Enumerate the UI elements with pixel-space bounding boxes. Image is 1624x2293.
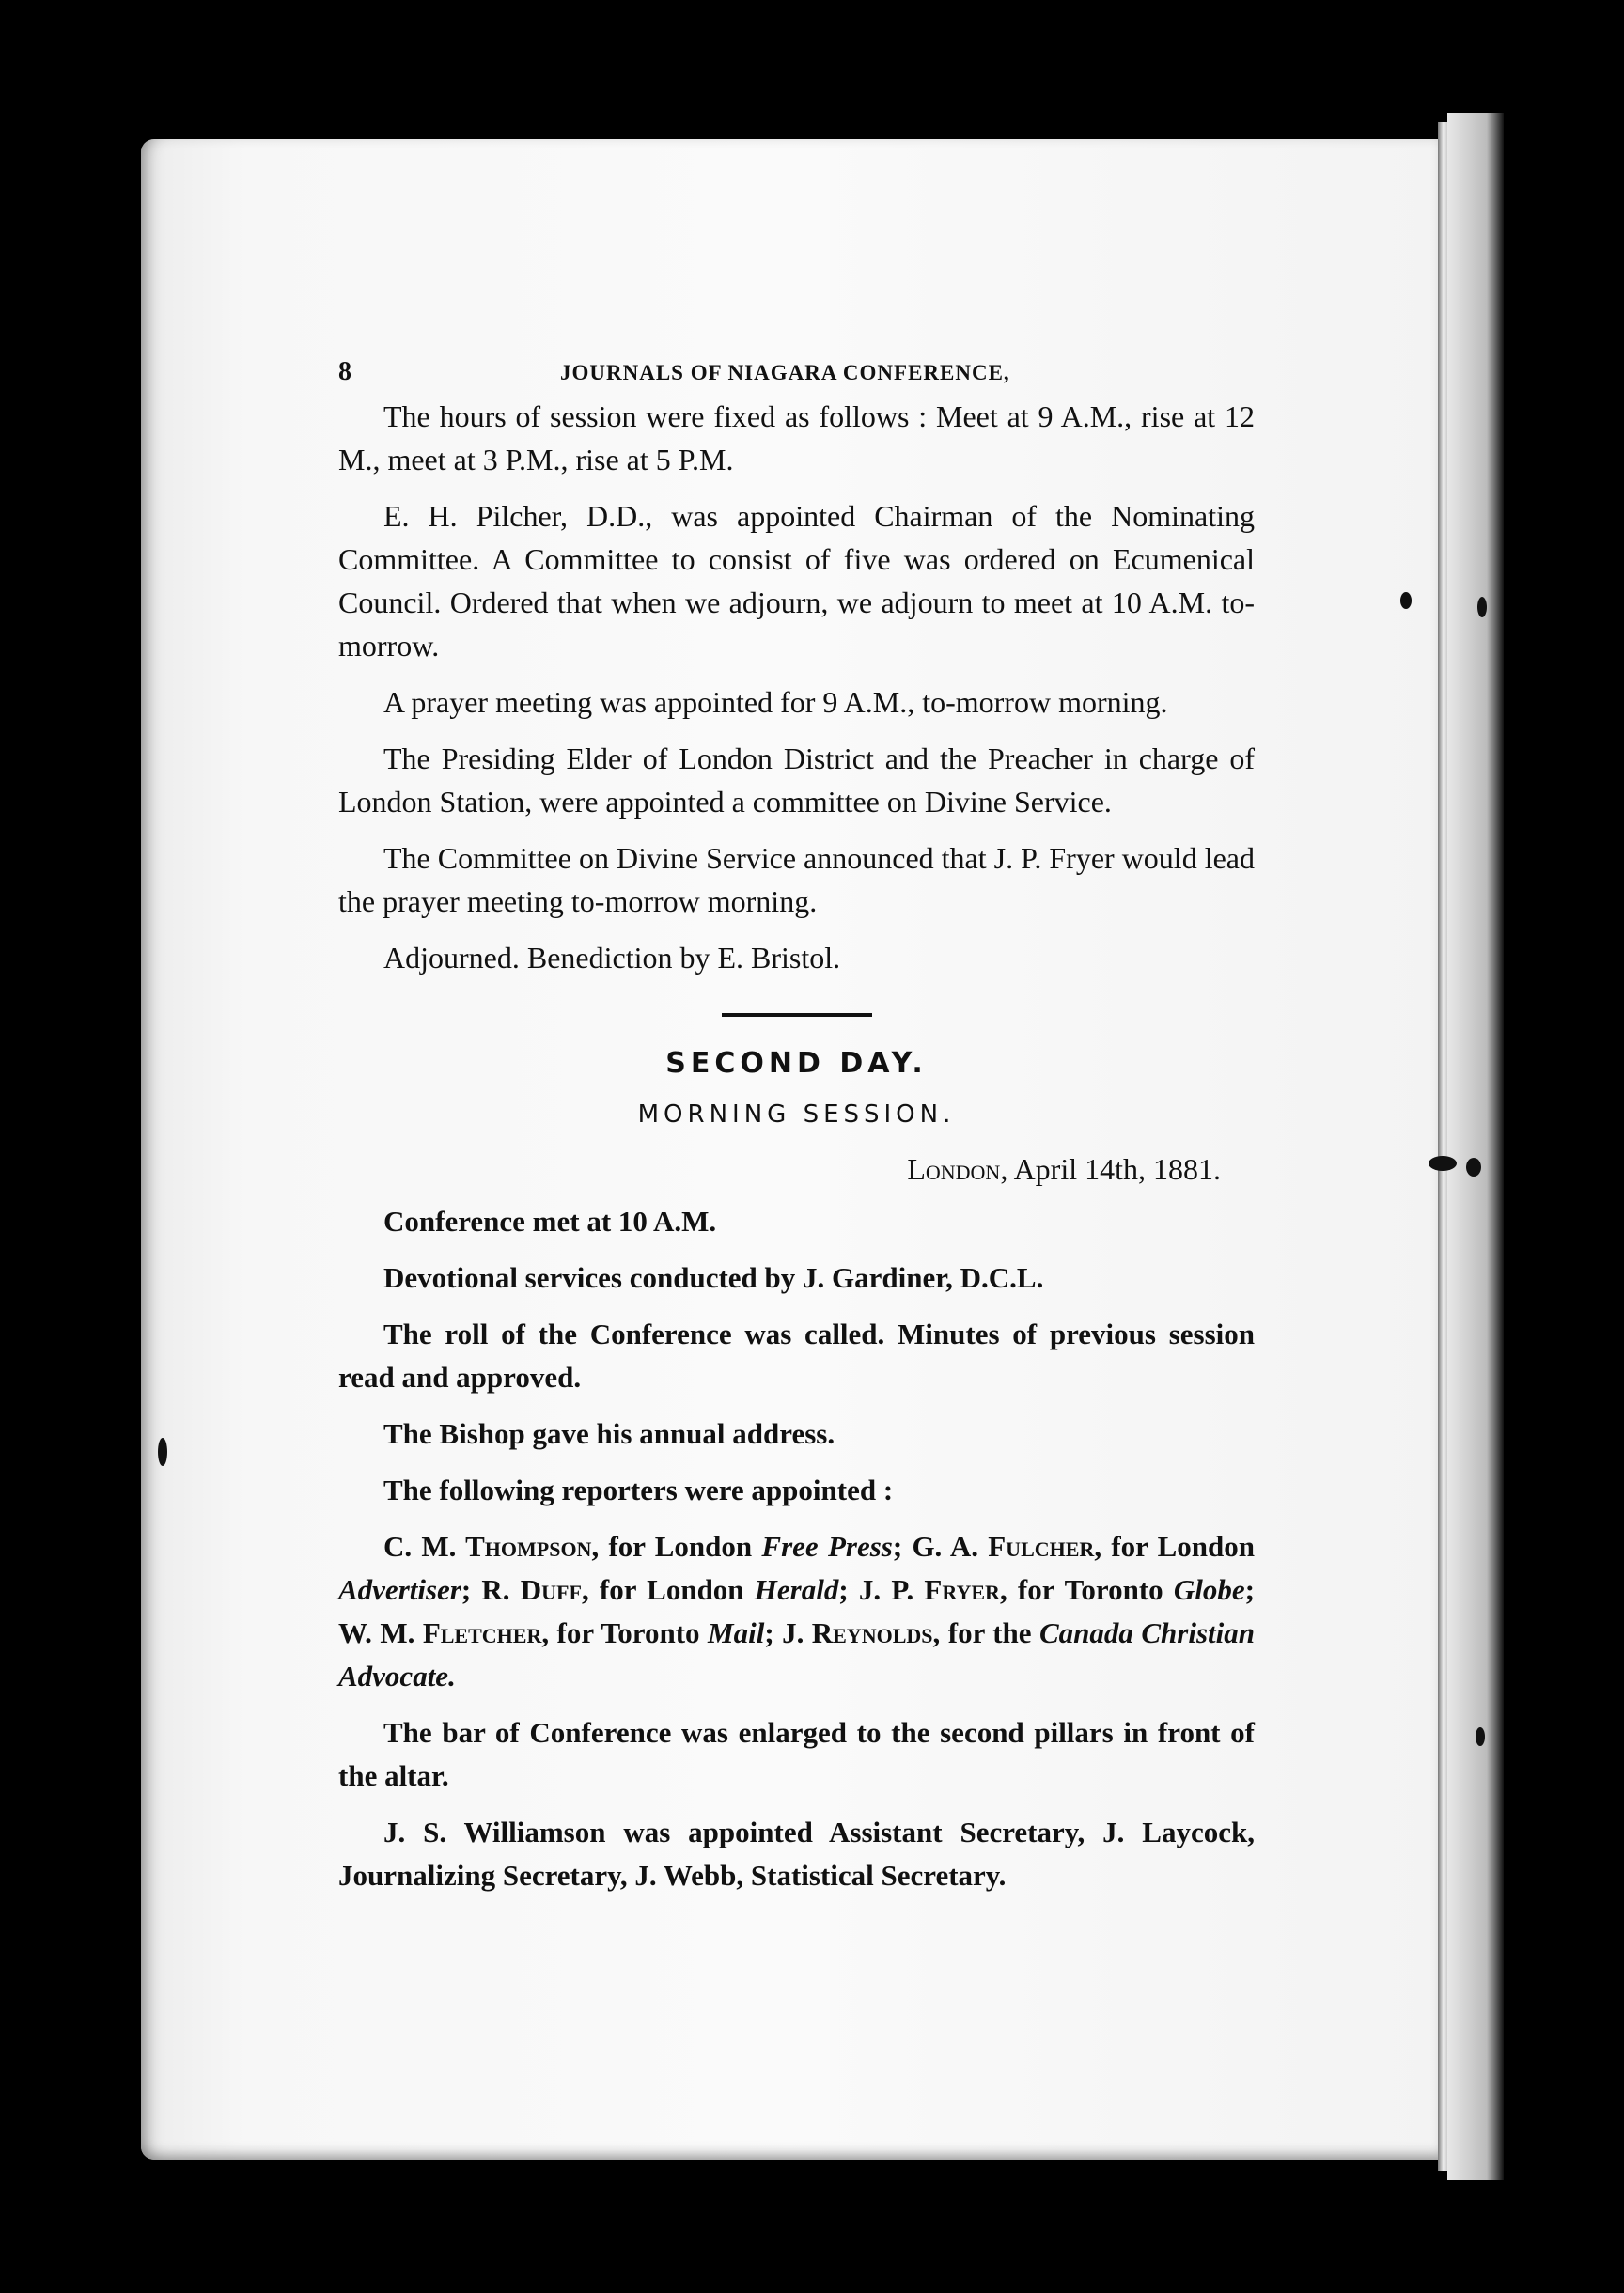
paragraph-reporters-intro: The following reporters were appointed :	[383, 1474, 894, 1506]
paragraph-roll-called: The roll of the Conference was called. Minutes of previous session read and approved.	[338, 1318, 1255, 1394]
paragraph-divine-service-committee: The Presiding Elder of London District and the Preacher in charge of London Station, were appointed a committee on Divine Service.	[338, 741, 1255, 819]
reporter-text: , for the	[932, 1616, 1039, 1649]
newspaper-name: Canada Christian Advocate.	[338, 1616, 1255, 1692]
paragraph-conference-met: Conference met at 10 A.M.	[383, 1205, 717, 1238]
page-edge	[1438, 122, 1447, 2171]
reporter-name: G. A. Fulcher	[912, 1530, 1095, 1563]
morning-session-body	[338, 1200, 1255, 1897]
ink-speck	[1477, 597, 1487, 617]
dateline-place: London,	[907, 1152, 1008, 1186]
paragraph-bishop-address: The Bishop gave his annual address.	[383, 1417, 835, 1450]
paragraph-adjourned: Adjourned. Benediction by E. Bristol.	[383, 941, 841, 975]
adjacent-page-strip	[1447, 113, 1504, 2180]
paragraph-bar-enlarged: The bar of Conference was enlarged to the second pillars in front of the altar.	[338, 1716, 1255, 1792]
ink-speck	[158, 1438, 167, 1466]
ink-speck	[1466, 1158, 1481, 1177]
reporter-text: , for London	[1094, 1530, 1256, 1563]
ink-speck	[1476, 1727, 1485, 1746]
session-heading: MORNING SESSION.	[637, 1100, 956, 1129]
section-divider	[722, 1013, 872, 1017]
paragraph-nominating-committee: E. H. Pilcher, D.D., was appointed Chairman of the Nominating Committee. A Committee to consist of five was ordered on Ecumenical Council. Ordered that when we adjourn, we adjourn to meet at 10 A.M. to-morrow.	[338, 499, 1255, 663]
reporter-name: C. M. Thompson	[383, 1530, 592, 1563]
reporter-name: J. P. Fryer	[858, 1573, 1000, 1606]
newspaper-name: Free Press	[761, 1530, 893, 1563]
reporter-name: J. Reynolds	[782, 1616, 933, 1649]
paragraph-session-hours: The hours of session were fixed as follows : Meet at 9 A.M., rise at 12 M., meet at 3 P.M., rise at 5 P.M.	[338, 399, 1255, 476]
reporter-name: R. Duff	[481, 1573, 582, 1606]
newspaper-name: Globe	[1173, 1573, 1245, 1606]
page-content	[338, 357, 1255, 1911]
ink-speck	[1400, 592, 1412, 609]
newspaper-name: Herald	[754, 1573, 839, 1606]
paragraph-divine-service-announcement: The Committee on Divine Service announced that J. P. Fryer would lead the prayer meeting to-morrow morning.	[338, 841, 1255, 918]
paragraph-prayer-meeting: A prayer meeting was appointed for 9 A.M., to-morrow morning.	[383, 685, 1168, 719]
reporter-text: , for Toronto	[999, 1573, 1174, 1606]
page-number: 8	[338, 357, 352, 386]
dateline	[338, 1147, 1255, 1191]
reporter-text: , for London	[591, 1530, 762, 1563]
paragraph-reporters-list: C. M. Thompson, for London Free Press; G. A. Fulcher, for London Advertiser; R. Duff, for London Herald; J. P. Fryer, for Toronto Globe; W. M. Fletcher, for Toronto Mail; J. Reynolds, for the Canada Christian Advocate.	[338, 1530, 1256, 1692]
running-title: JOURNALS OF NIAGARA CONFERENCE,	[560, 361, 1010, 384]
reporter-text: , for London	[581, 1573, 755, 1606]
newspaper-name: Advertiser	[338, 1573, 461, 1606]
ink-speck	[1429, 1156, 1457, 1171]
newspaper-name: Mail	[708, 1616, 765, 1649]
page-header	[338, 357, 1255, 395]
reporter-text: , for Toronto	[541, 1616, 709, 1649]
dateline-date: April 14th, 1881.	[1013, 1152, 1221, 1186]
reporter-name: W. M. Fletcher	[338, 1616, 542, 1649]
paragraph-secretaries: J. S. Williamson was appointed Assistant Secretary, J. Laycock, Journalizing Secretary, J. Webb, Statistical Secretary.	[338, 1816, 1255, 1892]
paragraph-devotional-services: Devotional services conducted by J. Gardiner, D.C.L.	[383, 1261, 1044, 1294]
day-heading: SECOND DAY.	[665, 1047, 928, 1080]
